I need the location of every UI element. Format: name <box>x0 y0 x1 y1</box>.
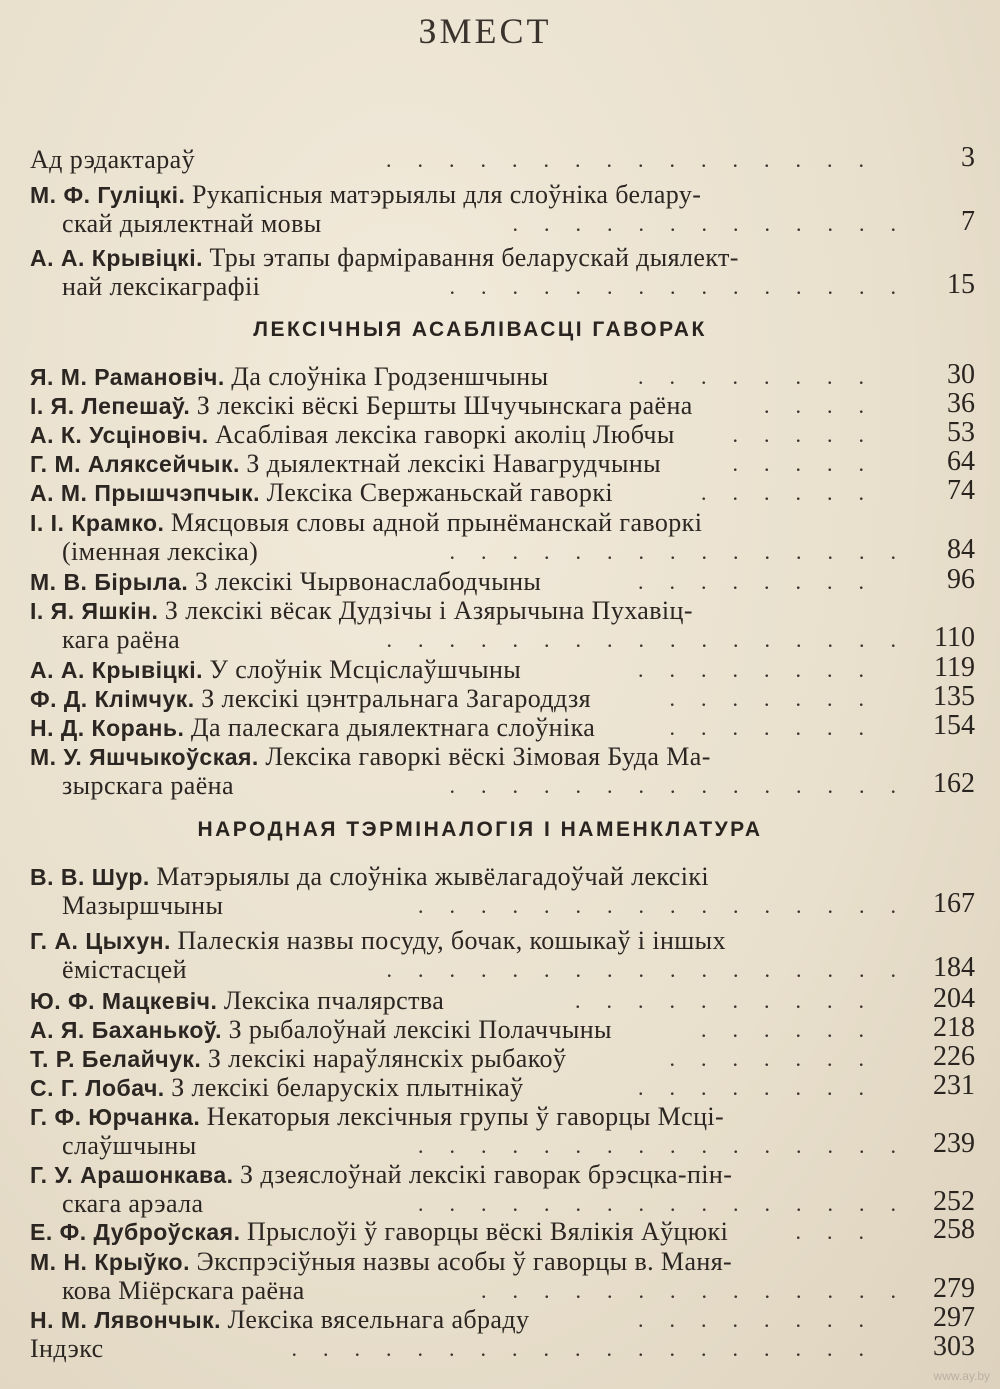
entry-title: скага арэала <box>62 1189 204 1218</box>
toc-entry[interactable] <box>30 1012 975 1044</box>
entry-author: Г. А. Цыхун. <box>30 928 171 954</box>
dot-leader: ........ <box>638 1075 890 1100</box>
toc-entry-line <box>30 391 890 420</box>
toc-entry-line <box>30 1189 922 1218</box>
entry-author: С. Г. Лобач. <box>30 1075 165 1101</box>
entry-author: А. М. Прышчэпчык. <box>30 480 261 506</box>
toc-entry-line <box>30 891 922 920</box>
page-number: 258 <box>933 1214 975 1245</box>
page-number: 30 <box>947 359 975 390</box>
toc-entry-line <box>30 449 890 478</box>
toc-entry[interactable] <box>30 142 975 174</box>
entry-title: зырскага раёна <box>62 771 234 800</box>
toc-entry-line <box>30 1247 890 1276</box>
dot-leader: ................ <box>418 893 922 918</box>
toc-entry[interactable] <box>30 180 975 238</box>
toc-entry-line <box>30 478 890 507</box>
page-number: 53 <box>947 417 975 448</box>
entry-title: Да палескага дыялектнага слоўніка <box>190 713 596 742</box>
entry-title: З рыбалоўнай лексікі Полаччыны <box>228 1015 612 1044</box>
dot-leader: ... <box>795 1219 890 1244</box>
page-number: 119 <box>934 652 975 683</box>
entry-title: Прыслоўі ў гаворцы вёскі Вялікія Аўцюкі <box>247 1217 729 1246</box>
toc-entry-line <box>30 508 890 537</box>
section-heading: ЛЕКСІЧНЫЯ АСАБЛІВАСЦІ ГАВОРАК <box>253 318 707 341</box>
toc-entry-line <box>30 272 922 301</box>
entry-title: З лексікі нараўлянскіх рыбакоў <box>207 1044 567 1073</box>
page-number: 204 <box>933 983 975 1014</box>
dot-leader: ...... <box>701 1017 890 1042</box>
toc-entry[interactable] <box>30 1302 975 1334</box>
toc-entry-line <box>30 771 922 800</box>
entry-title: Да слоўніка Гродзеншчыны <box>231 362 549 391</box>
toc-entry-line <box>30 420 890 449</box>
dot-leader: ........ <box>638 1307 890 1332</box>
toc-entry[interactable] <box>30 710 975 742</box>
toc-entry-line <box>30 1217 890 1246</box>
toc-entry-line <box>30 742 890 771</box>
entry-title: У слоўнік Мсціслаўшчыны <box>209 655 522 684</box>
entry-author: А. А. Крывіцкі. <box>30 245 203 271</box>
toc-entry[interactable] <box>30 1041 975 1073</box>
dot-leader: ................ <box>418 1191 922 1216</box>
toc-entry-line <box>30 684 890 713</box>
toc-entry-line <box>30 1015 890 1044</box>
page-number: 154 <box>933 710 975 741</box>
section-heading: НАРОДНАЯ ТЭРМІНАЛОГІЯ І НАМЕНКЛАТУРА <box>197 818 763 841</box>
dot-leader: ....... <box>669 686 890 711</box>
dot-leader: ........ <box>638 364 890 389</box>
dot-leader: ....... <box>669 1046 890 1071</box>
entry-title: ёмістасцей <box>62 955 187 984</box>
page-number: 252 <box>933 1186 975 1217</box>
toc-entry[interactable] <box>30 243 975 301</box>
toc-entry-line <box>30 209 922 238</box>
entry-author: А. Я. Баханькоў. <box>30 1017 223 1043</box>
toc-entry[interactable] <box>30 596 975 654</box>
entry-title: Экспрэсіўныя назвы асобы ў гаворцы в. Маня- <box>196 1247 733 1276</box>
page-number: 110 <box>934 622 975 653</box>
entry-title: З лексікі Чырвонаслабодчыны <box>194 567 542 596</box>
entry-author: І. Я. Лепешаў. <box>30 393 191 419</box>
toc-entry-line <box>30 596 890 625</box>
toc-entry-line <box>30 362 890 391</box>
page-number: 218 <box>933 1012 975 1043</box>
page-number: 239 <box>933 1128 975 1159</box>
entry-title: Ад рэдактараў <box>30 145 195 174</box>
dot-leader: .............. <box>481 1278 922 1303</box>
toc-entry-line <box>30 1160 890 1189</box>
toc-entry[interactable] <box>30 1102 975 1160</box>
entry-title: Лексіка гаворкі вёскі Зімовая Буда Ма- <box>265 742 711 771</box>
entry-author: М. Ф. Гуліцкі. <box>30 182 186 208</box>
toc-entry[interactable] <box>30 388 975 420</box>
toc-entry-line <box>30 1305 890 1334</box>
entry-author: Г. Ф. Юрчанка. <box>30 1104 201 1130</box>
entry-author: І. І. Крамко. <box>30 510 165 536</box>
toc-entry-line <box>30 180 890 209</box>
entry-title: Некаторыя лексічныя групы ў гаворцы Мсці- <box>206 1102 725 1131</box>
toc-entry-line <box>30 986 890 1015</box>
dot-leader: ...... <box>701 480 890 505</box>
entry-author: М. У. Яшчыкоўская. <box>30 744 259 770</box>
dot-leader: ............... <box>449 274 922 299</box>
page-number: 162 <box>933 768 975 799</box>
entry-title: Лексіка вясельнага абраду <box>227 1305 530 1334</box>
toc-entry[interactable] <box>30 475 975 507</box>
toc-entry-line <box>30 1131 922 1160</box>
toc-entry-line <box>30 862 890 891</box>
toc-entry[interactable] <box>30 359 975 391</box>
toc-entry-line <box>30 1276 922 1305</box>
page-number: 64 <box>947 446 975 477</box>
entry-title: З лексікі вёскі Бершты Шчучынскага раёна <box>196 391 693 420</box>
entry-title: З лексікі беларускіх плытнікаў <box>171 1073 524 1102</box>
toc-entry-line <box>30 567 890 596</box>
toc-entry[interactable] <box>30 1214 975 1246</box>
page-number: 135 <box>933 681 975 712</box>
toc-entry-line <box>30 1044 890 1073</box>
entry-author: Е. Ф. Дуброўская. <box>30 1219 241 1245</box>
dot-leader: ........ <box>638 569 890 594</box>
toc-entry-line <box>30 713 890 742</box>
entry-title: Індэкс <box>30 1334 104 1363</box>
entry-author: А. А. Крывіцкі. <box>30 657 203 683</box>
entry-title: Тры этапы фарміравання беларускай дыялект- <box>209 243 739 272</box>
entry-author: А. К. Усціновіч. <box>30 422 209 448</box>
entry-title: З дзеяслоўнай лексікі гаворак брэсцка-пін- <box>240 1160 733 1189</box>
page-number: 36 <box>947 388 975 419</box>
page-number: 3 <box>961 142 975 173</box>
entry-author: Т. Р. Белайчук. <box>30 1046 202 1072</box>
entry-title: (іменная лексіка) <box>62 537 259 566</box>
toc-entry-line <box>30 625 922 654</box>
entry-title: З дыялектнай лексікі Навагрудчыны <box>246 449 662 478</box>
entry-author: Ф. Д. Клімчук. <box>30 686 195 712</box>
toc-entry[interactable] <box>30 681 975 713</box>
page-number: 15 <box>947 269 975 300</box>
page-number: 226 <box>933 1041 975 1072</box>
entry-author: Н. М. Лявончык. <box>30 1307 222 1333</box>
toc-entry[interactable] <box>30 1070 975 1102</box>
entry-title: кага раёна <box>62 625 181 654</box>
toc-entry-line <box>30 243 890 272</box>
toc-entry-line <box>30 537 922 566</box>
dot-leader: ....... <box>669 715 890 740</box>
page-number: 231 <box>933 1070 975 1101</box>
entry-author: Г. М. Аляксейчык. <box>30 451 240 477</box>
dot-leader: ................ <box>386 147 890 172</box>
entry-title: З лексікі цэнтральнага Загароддзя <box>201 684 591 713</box>
dot-leader: .... <box>764 393 890 418</box>
dot-leader: ................ <box>418 1133 922 1158</box>
watermark: www.ay.by <box>933 1369 990 1383</box>
entry-title: Мясцовыя словы адной прынёманскай гаворкі <box>170 508 703 537</box>
toc-entry[interactable] <box>30 742 975 800</box>
dot-leader: ............. <box>512 211 922 236</box>
entry-author: Г. У. Арашонкава. <box>30 1162 234 1188</box>
toc-entry-line <box>30 955 922 984</box>
entry-title: най лексікаграфіі <box>62 272 261 301</box>
dot-leader: ........ <box>638 657 890 682</box>
dot-leader: .......... <box>575 988 890 1013</box>
toc-entry[interactable] <box>30 862 975 920</box>
dot-leader: ..... <box>732 422 890 447</box>
toc-entry[interactable] <box>30 417 975 449</box>
dot-leader: ............... <box>449 539 922 564</box>
entry-title: Рукапісныя матэрыялы для слоўніка белару- <box>191 180 702 209</box>
toc-entry[interactable] <box>30 1331 975 1363</box>
entry-author: Ю. Ф. Мацкевіч. <box>30 988 218 1014</box>
entry-author: М. Н. Крыўко. <box>30 1249 190 1275</box>
toc-entry[interactable] <box>30 652 975 684</box>
entry-title: Мазыршчыны <box>62 891 224 920</box>
toc-entry-line <box>30 1073 890 1102</box>
entry-title: Палескія назвы посуду, бочак, кошыкаў і іншых <box>177 926 726 955</box>
entry-title: З лексікі вёсак Дудзічы і Азярычына Пухавіц- <box>164 596 693 625</box>
page-number: 184 <box>933 952 975 983</box>
page-number: 74 <box>947 475 975 506</box>
toc-entry-line <box>30 655 890 684</box>
entry-title: слаўшчыны <box>62 1131 197 1160</box>
page-number: 297 <box>933 1302 975 1333</box>
page-number: 279 <box>933 1273 975 1304</box>
page-title: ЗМЕСТ <box>418 11 552 51</box>
entry-author: Н. Д. Корань. <box>30 715 185 741</box>
dot-leader: ................. <box>386 627 922 652</box>
toc-entry[interactable] <box>30 446 975 478</box>
toc-entry[interactable] <box>30 983 975 1015</box>
entry-title: скай дыялектнай мовы <box>62 209 322 238</box>
entry-author: І. Я. Яшкін. <box>30 598 159 624</box>
dot-leader: ................. <box>386 957 922 982</box>
toc-entry[interactable] <box>30 564 975 596</box>
page-number: 167 <box>933 888 975 919</box>
entry-author: М. В. Бірыла. <box>30 569 189 595</box>
page-number: 7 <box>961 206 975 237</box>
toc-entry[interactable] <box>30 508 975 566</box>
page-number: 303 <box>933 1331 975 1362</box>
entry-title: Лексіка пчалярства <box>223 986 445 1015</box>
entry-title: Асаблівая лексіка гаворкі аколіц Любчы <box>215 420 675 449</box>
entry-title: Матэрыялы да слоўніка жывёлагадоўчай лексікі <box>156 862 709 891</box>
dot-leader: ............... <box>449 773 922 798</box>
toc-entry-line <box>30 145 890 174</box>
toc-entry-line <box>30 1102 890 1131</box>
entry-author: В. В. Шур. <box>30 864 150 890</box>
entry-title: Лексіка Свержаньскай гаворкі <box>266 478 613 507</box>
entry-title: кова Міёрскага раёна <box>62 1276 305 1305</box>
entry-author: Я. М. Рамановіч. <box>30 364 225 390</box>
dot-leader: ................... <box>291 1336 890 1361</box>
dot-leader: ..... <box>732 451 890 476</box>
page-number: 84 <box>947 534 975 565</box>
toc-entry[interactable] <box>30 1160 975 1218</box>
toc-entry-line <box>30 926 890 955</box>
page-number: 96 <box>947 564 975 595</box>
toc-entry-line <box>30 1334 890 1363</box>
toc-entry[interactable] <box>30 926 975 984</box>
toc-entry[interactable] <box>30 1247 975 1305</box>
